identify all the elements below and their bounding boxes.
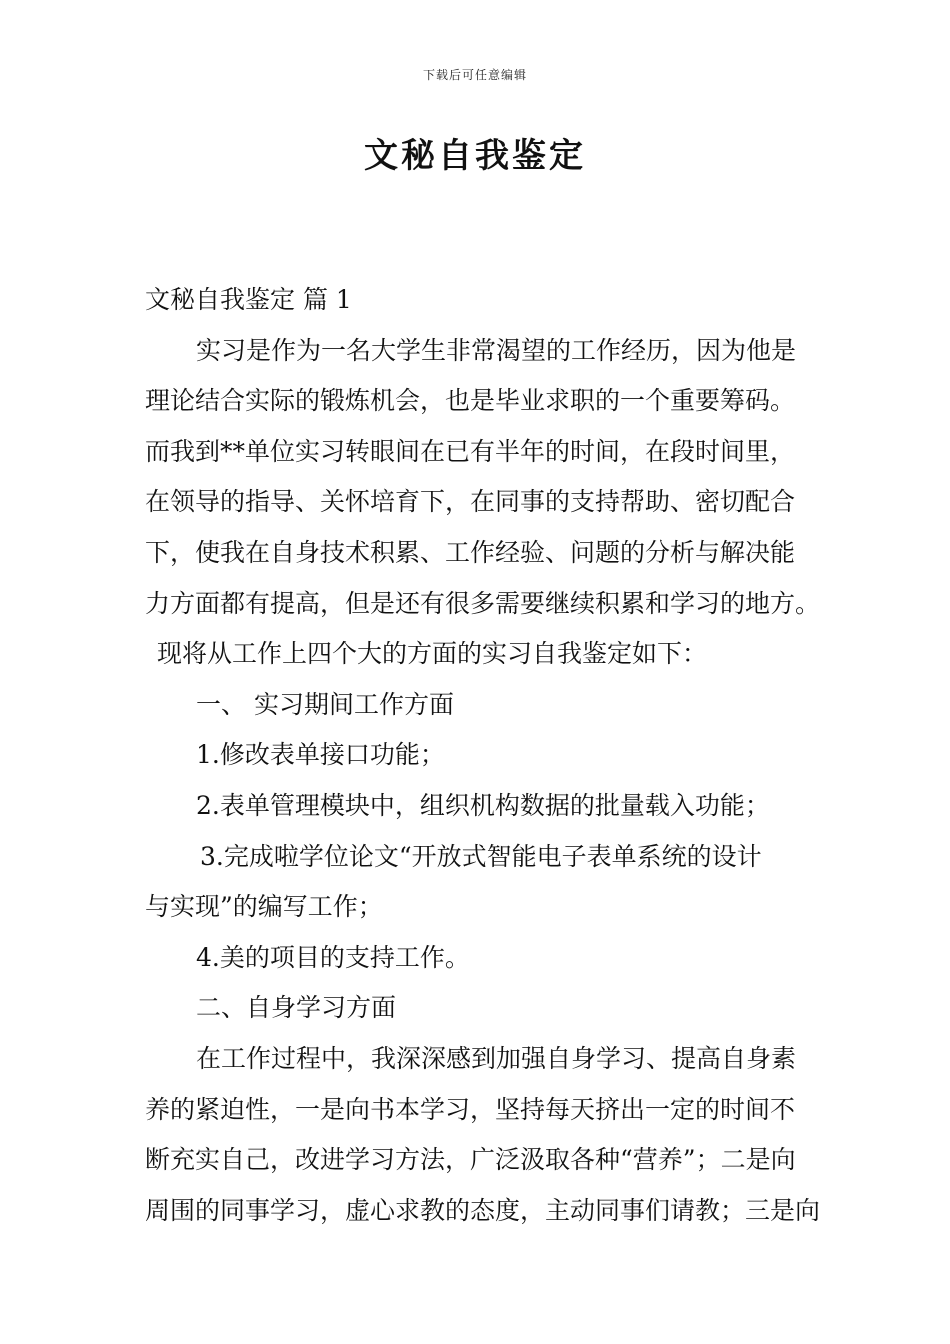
paragraph-line: 下，使我在自身技术积累、工作经验、问题的分析与解决能 bbox=[145, 537, 796, 567]
paragraph-line: 力方面都有提高，但是还有很多需要继续积累和学习的地方。 bbox=[145, 588, 821, 618]
paragraph-line: 在领导的指导、关怀培育下，在同事的支持帮助、密切配合 bbox=[145, 487, 796, 517]
paragraph-line: 养的紧迫性，一是向书本学习，坚持每天挤出一定的时间不 bbox=[145, 1094, 796, 1124]
section-heading: 文秘自我鉴定 篇 1 bbox=[145, 285, 352, 314]
list-item: 4.美的项目的支持工作。 bbox=[196, 942, 470, 972]
paragraph-line: 现将从工作上四个大的方面的实习自我鉴定如下： bbox=[157, 639, 708, 669]
paragraph-line: 而我到**单位实习转眼间在已有半年的时间，在段时间里， bbox=[145, 436, 796, 466]
header-note: 下载后可任意编辑 bbox=[422, 68, 527, 82]
paragraph-line: 周围的同事学习，虚心求教的态度，主动同事们请教；三是向 bbox=[145, 1195, 821, 1225]
paragraph-line: 理论结合实际的锻炼机会，也是毕业求职的一个重要筹码。 bbox=[145, 386, 796, 416]
list-item-continuation: 与实现”的编写工作； bbox=[145, 892, 383, 922]
paragraph-line: 在工作过程中，我深深感到加强自身学习、提高自身素 bbox=[196, 1043, 797, 1073]
paragraph-line: 实习是作为一名大学生非常渴望的工作经历，因为他是 bbox=[196, 335, 797, 365]
list-item: 2.表单管理模块中，组织机构数据的批量载入功能； bbox=[196, 790, 770, 820]
document-body bbox=[145, 281, 821, 1242]
list-item: 3.完成啦学位论文“开放式智能电子表单系统的设计 bbox=[200, 841, 762, 871]
subsection-heading: 一、 实习期间工作方面 bbox=[196, 689, 454, 719]
list-item: 1.修改表单接口功能； bbox=[196, 740, 445, 770]
subsection-heading: 二、自身学习方面 bbox=[196, 993, 397, 1023]
paragraph-line: 断充实自己，改进学习方法，广泛汲取各种“营养”；二是向 bbox=[145, 1145, 796, 1175]
document-title: 文秘自我鉴定 bbox=[364, 136, 586, 176]
